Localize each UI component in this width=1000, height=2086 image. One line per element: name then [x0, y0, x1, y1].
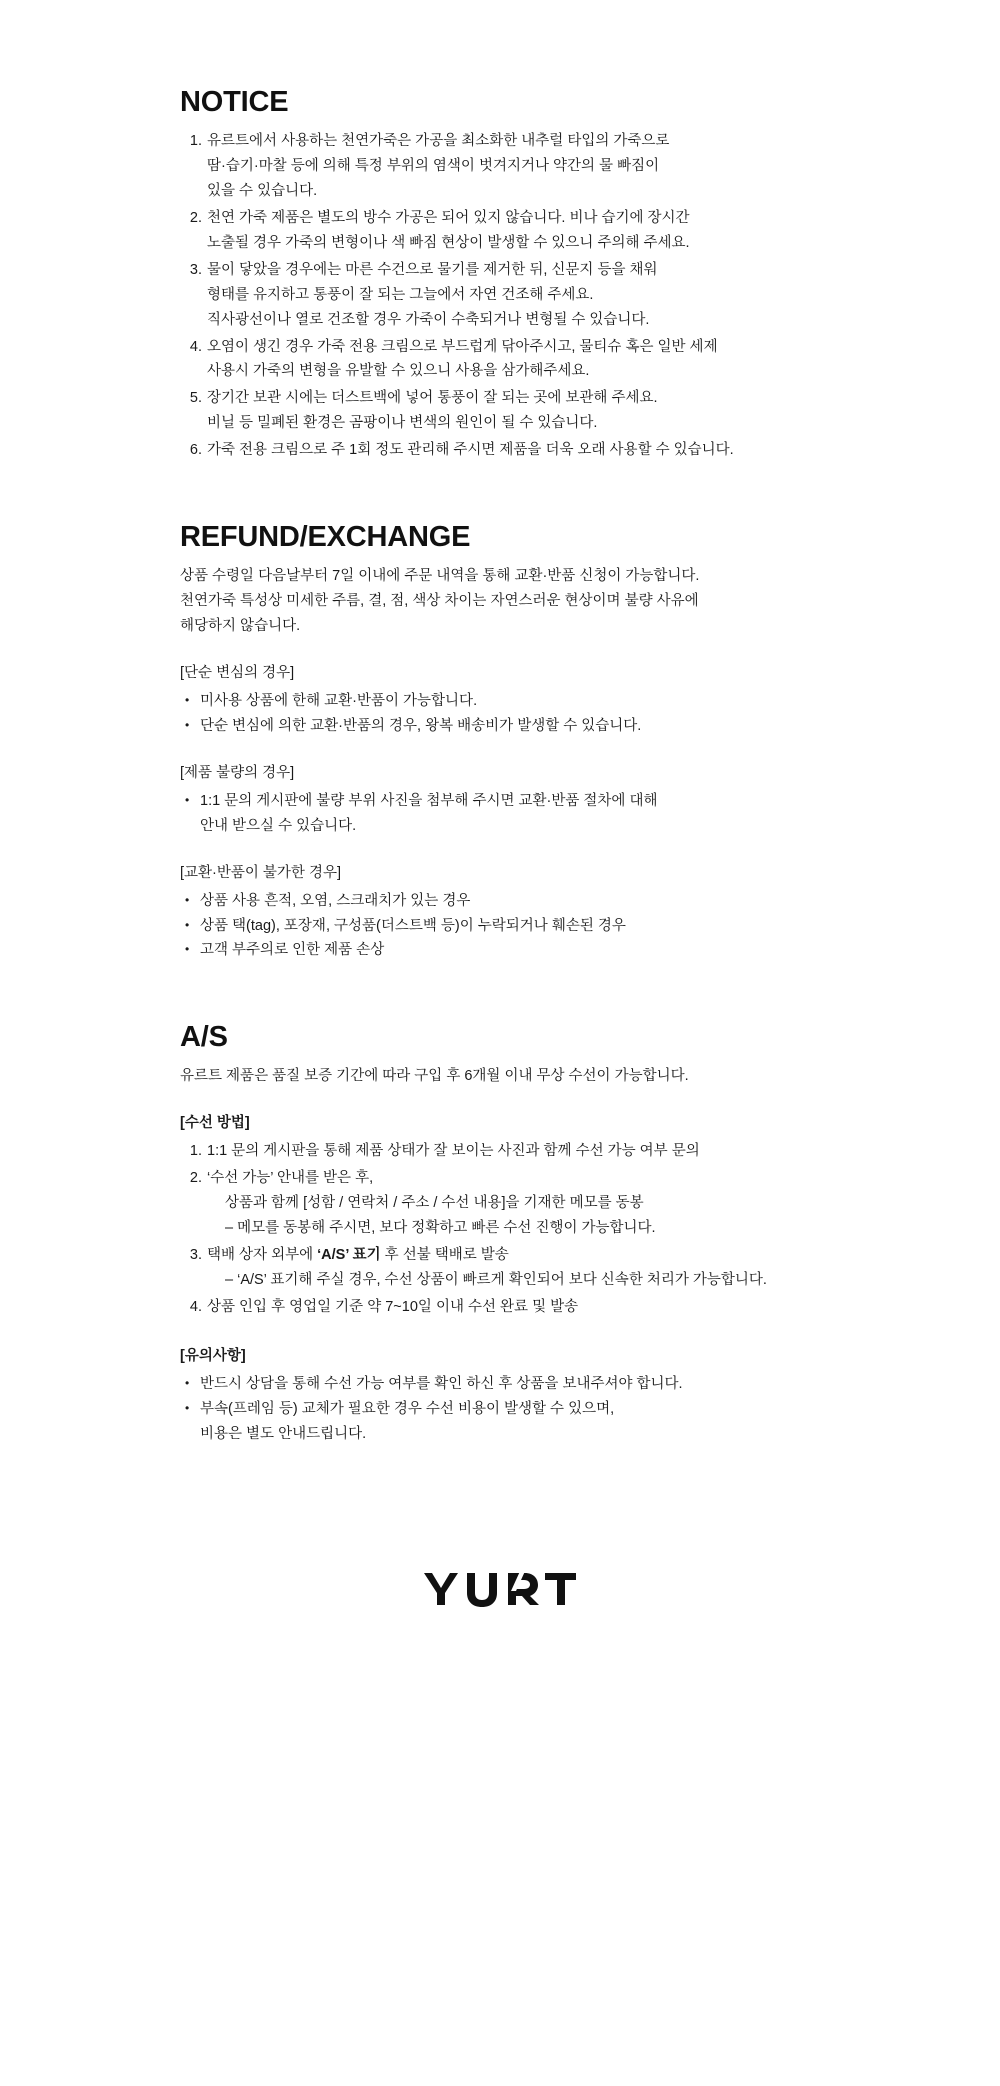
as-section	[180, 1021, 820, 1446]
text-line: 1:1 문의 게시판을 통해 제품 상태가 잘 보이는 사진과 함께 수선 가능 여부 문의	[207, 1143, 700, 1160]
text-line: 가죽 전용 크림으로 주 1회 정도 관리해 주시면 제품을 더욱 오래 사용할 수 있습니다.	[207, 442, 734, 459]
as-method-list	[180, 1139, 820, 1320]
yurt-logo-icon	[420, 1567, 580, 1611]
text-line: 해당하지 않습니다.	[180, 618, 301, 635]
notice-list-item	[180, 258, 820, 333]
text-line: 천연가죽 특성상 미세한 주름, 결, 점, 색상 차이는 자연스러운 현상이며 불량 사유에	[180, 593, 699, 610]
spacer	[180, 1089, 820, 1111]
refund-group-heading: [교환·반품이 불가한 경우]	[180, 864, 342, 881]
text-line: 비용은 별도 안내드립니다.	[200, 1425, 367, 1442]
as-method-heading: [수선 방법]	[180, 1115, 250, 1132]
text-line: 반드시 상담을 통해 수선 가능 여부를 확인 하신 후 상품을 보내주셔야 합니다.	[200, 1375, 683, 1392]
spacer	[180, 1322, 820, 1344]
text-line: 오염이 생긴 경우 가죽 전용 크림으로 부드럽게 닦아주시고, 물티슈 혹은 일반 세제	[207, 338, 718, 355]
text-line: 유르트에서 사용하는 천연가죽은 가공을 최소화한 내추럴 타입의 가죽으로	[207, 133, 670, 149]
list-item	[180, 689, 820, 714]
as-heading: A/S	[180, 1021, 228, 1054]
footer	[180, 1567, 820, 1655]
list-marker: 2.	[189, 1170, 202, 1187]
notice-list	[180, 129, 820, 463]
list-marker: 1.	[189, 1143, 202, 1160]
refund-group-list	[180, 889, 820, 964]
as-method-item	[180, 1295, 820, 1320]
spacer	[180, 839, 820, 861]
list-marker: 2.	[189, 209, 202, 226]
text-line: 직사광선이나 열로 건조할 경우 가죽이 수축되거나 변형될 수 있습니다.	[207, 311, 650, 328]
text-line: 상품 수령일 다음날부터 7일 이내에 주문 내역을 통해 교환·반품 신청이 가능합니다.	[180, 568, 700, 585]
list-marker: 5.	[189, 390, 202, 407]
refund-groups	[180, 639, 820, 963]
list-marker: 6.	[189, 442, 202, 459]
text-line: 노출될 경우 가죽의 변형이나 색 빠짐 현상이 발생할 수 있으니 주의해 주세요.	[207, 234, 690, 251]
refund-group-heading: [단순 변심의 경우]	[180, 665, 295, 681]
as-method-item	[180, 1243, 820, 1293]
text-line: 비닐 등 밀폐된 환경은 곰팡이나 변색의 원인이 될 수 있습니다.	[207, 415, 598, 432]
text-line: ‘수선 가능’ 안내를 받은 후,	[207, 1170, 374, 1187]
text-line: 1:1 문의 게시판에 불량 부위 사진을 첨부해 주시면 교환·반품 절차에 대해	[200, 792, 658, 809]
text-line: 택배 상자 외부에 ‘A/S’ 표기 후 선불 택배로 발송	[207, 1247, 509, 1263]
text-line: 사용시 가죽의 변형을 유발할 수 있으니 사용을 삼가해주세요.	[207, 363, 590, 380]
bullet-dot: •	[185, 1400, 190, 1415]
refund-intro-paragraph	[180, 564, 820, 639]
list-item	[180, 714, 820, 739]
text-line: 물이 닿았을 경우에는 마른 수건으로 물기를 제거한 뒤, 신문지 등을 채워	[207, 261, 658, 278]
list-marker: 3.	[189, 1247, 202, 1263]
bullet-dot: •	[185, 1375, 190, 1390]
list-item	[180, 1372, 820, 1397]
document-content	[180, 86, 820, 1655]
bullet-dot: •	[185, 942, 190, 957]
refund-exchange-section	[180, 521, 820, 963]
bullet-dot: •	[185, 892, 190, 907]
text-line: – ‘A/S’ 표기해 주실 경우, 수선 상품이 빠르게 확인되어 보다 신속한 처리가 가능합니다.	[225, 1271, 767, 1288]
refund-heading: REFUND/EXCHANGE	[180, 521, 471, 554]
as-caution-heading: [유의사항]	[180, 1347, 246, 1364]
text-line: 상품 사용 흔적, 오염, 스크래치가 있는 경우	[200, 892, 471, 909]
text-line: 있을 수 있습니다.	[207, 182, 318, 199]
list-item	[180, 789, 820, 839]
notice-list-item	[180, 335, 820, 385]
text-line: 땀·습기·마찰 등에 의해 특정 부위의 염색이 벗겨지거나 약간의 물 빠짐이	[207, 157, 660, 174]
list-marker: 1.	[189, 133, 202, 149]
spacer	[180, 639, 820, 661]
yurt-logo	[420, 1567, 580, 1611]
notice-list-item	[180, 438, 820, 463]
list-item	[180, 938, 820, 963]
refund-group-list	[180, 689, 820, 739]
list-marker: 4.	[189, 1298, 202, 1315]
notice-section	[180, 86, 820, 463]
text-line: 부속(프레임 등) 교체가 필요한 경우 수선 비용이 발생할 수 있으며,	[200, 1400, 615, 1417]
text-line: 안내 받으실 수 있습니다.	[200, 817, 357, 834]
notice-list-item	[180, 386, 820, 436]
as-method-item	[180, 1139, 820, 1164]
list-marker: 3.	[189, 261, 202, 278]
text-line: 천연 가죽 제품은 별도의 방수 가공은 되어 있지 않습니다. 비나 습기에 장시간	[207, 209, 690, 226]
text-line: 상품 인입 후 영업일 기준 약 7~10일 이내 수선 완료 및 발송	[207, 1298, 579, 1315]
list-item	[180, 1397, 820, 1447]
list-marker: 4.	[189, 338, 202, 355]
notice-list-item	[180, 206, 820, 256]
list-item	[180, 889, 820, 914]
text-line: 형태를 유지하고 통풍이 잘 되는 그늘에서 자연 건조해 주세요.	[207, 286, 594, 303]
refund-group-list	[180, 789, 820, 839]
as-method-item	[180, 1166, 820, 1241]
notice-heading: NOTICE	[180, 86, 289, 118]
as-intro-paragraph: 유르트 제품은 품질 보증 기간에 따라 구입 후 6개월 이내 무상 수선이 가능합니다.	[180, 1068, 689, 1085]
text-line: – 메모를 동봉해 주시면, 보다 정확하고 빠른 수선 진행이 가능합니다.	[225, 1220, 656, 1237]
spacer	[180, 739, 820, 761]
bullet-dot: •	[185, 917, 190, 932]
text-line: 미사용 상품에 한해 교환·반품이 가능합니다.	[200, 692, 478, 709]
refund-group-heading: [제품 불량의 경우]	[180, 764, 295, 781]
text-line: 장기간 보관 시에는 더스트백에 넣어 통풍이 잘 되는 곳에 보관해 주세요.	[207, 390, 658, 407]
text-line: 상품 택(tag), 포장재, 구성품(더스트백 등)이 누락되거나 훼손된 경우	[200, 917, 626, 934]
text-line: 상품과 함께 [성함 / 연락처 / 주소 / 수선 내용]을 기재한 메모를 동봉	[225, 1195, 644, 1212]
bullet-dot: •	[185, 692, 190, 707]
text-line: 고객 부주의로 인한 제품 손상	[200, 942, 385, 959]
list-item	[180, 914, 820, 939]
text-line: 단순 변심에 의한 교환·반품의 경우, 왕복 배송비가 발생할 수 있습니다.	[200, 717, 642, 734]
as-caution-list	[180, 1372, 820, 1447]
bullet-dot: •	[185, 792, 190, 807]
bullet-dot: •	[185, 717, 190, 732]
notice-list-item	[180, 129, 820, 204]
